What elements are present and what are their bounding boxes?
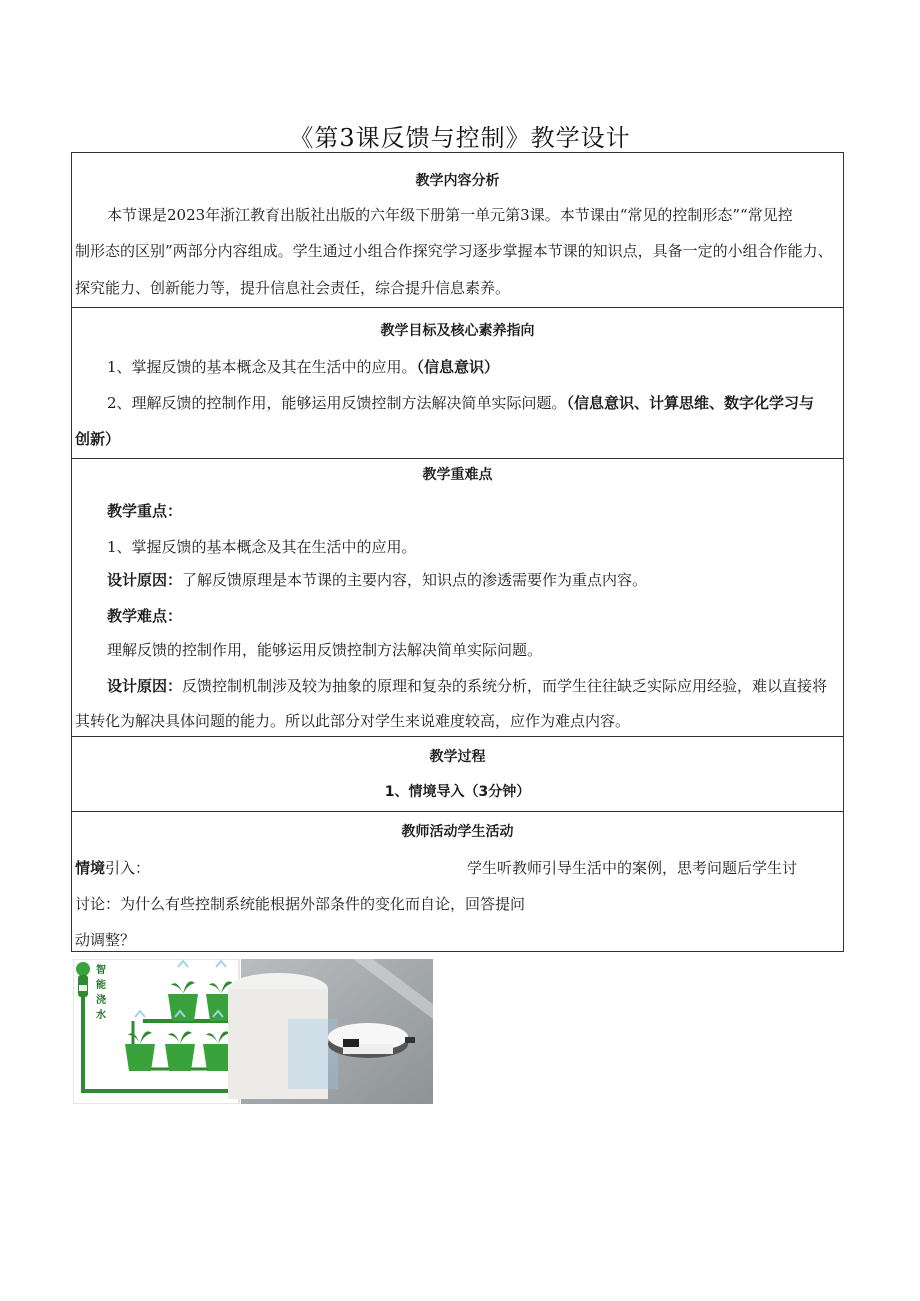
reason-label: 设计原因： — [107, 571, 183, 589]
discussion-line-2: 动调整？ — [75, 931, 136, 949]
divider — [72, 458, 843, 459]
objective-2-text: 2、理解反馈的控制作用，能够运用反馈控制方法解决简单实际问题。 — [107, 394, 567, 412]
scenario-bold: 情境 — [75, 859, 106, 877]
objective-2 — [107, 393, 814, 413]
robot-vacuum-photo — [228, 959, 433, 1104]
process-heading: 教学过程 — [429, 749, 486, 765]
objective-2-tag-cont: 创新） — [75, 430, 121, 448]
illustration-strip — [73, 959, 433, 1104]
label-char: 智 — [96, 965, 106, 976]
objectives-heading: 教学目标及核心素养指向 — [380, 323, 535, 339]
page-title: 《第3课反馈与控制》教学设计 — [289, 124, 631, 152]
smart-watering-illustration — [73, 959, 239, 1104]
difficulty-reason-cont: 其转化为解决具体问题的能力。所以此部分对学生来说难度较高，应作为难点内容。 — [75, 712, 631, 730]
objective-2-tag: （信息意识、计算思维、数字化学习与 — [566, 394, 815, 412]
difficulty-label: 教学难点： — [107, 607, 183, 625]
scenario-intro — [75, 858, 150, 878]
scenario-rest: 引入： — [105, 859, 151, 877]
difficulty-reason — [107, 676, 827, 696]
reason-label: 设计原因： — [107, 677, 183, 695]
objective-1 — [107, 357, 499, 377]
key-points-heading: 教学重难点 — [422, 467, 493, 483]
discussion-line: 讨论：为什么有些控制系统能根据外部条件的变化而自论，回答提问 — [75, 895, 526, 913]
content-analysis-line-1: 本节课是2023年浙江教育出版社出版的六年级下册第一单元第3课。本节课由“常见的控制形态”“常见控 — [107, 206, 793, 224]
student-activity: 学生听教师引导生活中的案例，思考问题后学生讨 — [467, 859, 798, 877]
key-point-reason — [107, 570, 647, 590]
content-analysis-line-3: 探究能力、创新能力等，提升信息社会责任，综合提升信息素养。 — [75, 279, 511, 297]
label-char: 能 — [96, 980, 106, 991]
label-char: 水 — [96, 1010, 106, 1021]
objective-1-text: 1、掌握反馈的基本概念及其在生活中的应用。 — [107, 358, 417, 376]
reason-text: 了解反馈原理是本节课的主要内容，知识点的渗透需要作为重点内容。 — [182, 571, 648, 589]
divider — [72, 736, 843, 737]
key-point-item: 1、掌握反馈的基本概念及其在生活中的应用。 — [107, 538, 417, 556]
divider — [72, 307, 843, 308]
content-analysis-line-2: 制形态的区别”两部分内容组成。学生通过小组合作探究学习逐步掌握本节课的知识点，具备一定的小组合作能力、 — [75, 242, 833, 260]
process-sub-heading: 1、情境导入（3分钟） — [384, 784, 531, 800]
reason-text: 反馈控制机制涉及较为抽象的原理和复杂的系统分析，而学生往往缺乏实际应用经验，难以直接将 — [182, 677, 828, 695]
key-point-label: 教学重点： — [107, 502, 183, 520]
illustrations-svg — [73, 959, 433, 1104]
label-char: 浇 — [96, 995, 106, 1006]
content-analysis-heading: 教学内容分析 — [415, 173, 500, 189]
activity-heading: 教师活动学生活动 — [401, 824, 514, 840]
difficulty-item: 理解反馈的控制作用，能够运用反馈控制方法解决简单实际问题。 — [107, 641, 543, 659]
objective-1-tag: （信息意识） — [416, 358, 500, 376]
controller-icon — [76, 962, 90, 976]
lesson-table — [71, 152, 844, 952]
divider — [72, 811, 843, 812]
